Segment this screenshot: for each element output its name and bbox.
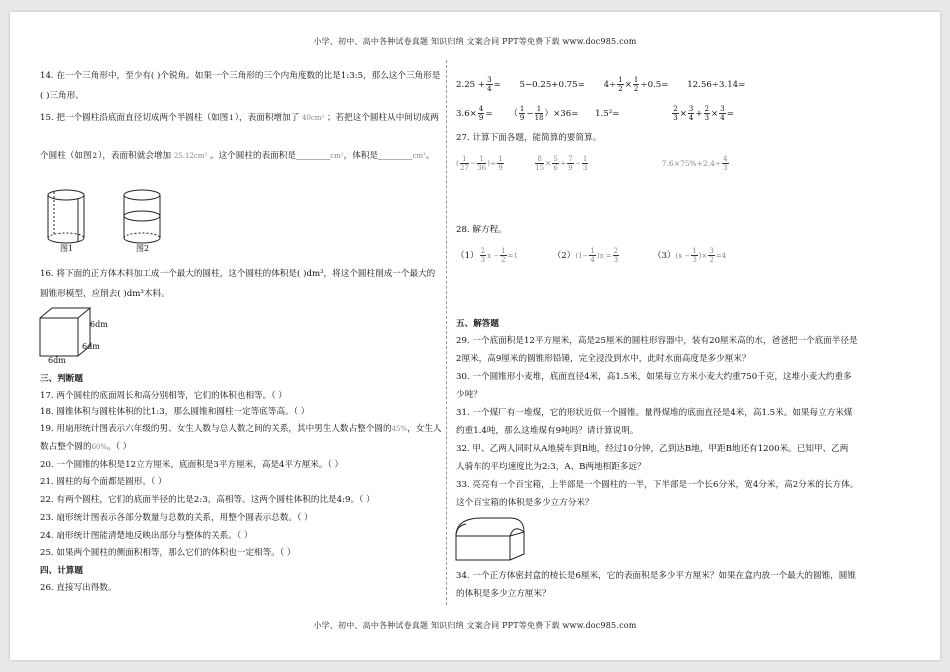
- question-34-line1: 34. 一个正方体密封盒的棱长是6厘米，它的表面积是多少平方厘米？如果在盒内放一个最大的圆锥，圆锥: [456, 571, 856, 581]
- question-33-line1: 33. 亮亮有一个百宝箱，上半部是一个圆柱的一半，下半部是一个长6分米，宽4分米，高2分米的长方体。: [456, 480, 859, 490]
- cube-label-bottom: 6dm: [48, 356, 66, 365]
- column-divider: [446, 60, 447, 605]
- question-15-line1: 15. 把一个圆柱沿底面直径切成两个半圆柱（如图 1 ），表面积增加了 40cm² ；若把这个圆柱从中间切成两: [40, 113, 439, 123]
- cube-figure: [38, 306, 108, 360]
- equation-row: （1） $\frac{2}{3}$ x − $\frac{1}{2}$ =1 （2）(1− $\frac{1}{4}$ )x = $\frac{2}{3}$ （3）(x − $\frac{1}{3}$ )× $\frac{3}{2}$ =4: [456, 247, 727, 264]
- figure-1-caption: 图1: [60, 244, 74, 253]
- treasure-box-figure: [452, 514, 532, 564]
- question-21: 21. 圆柱的每个面都是圆形。（ ）: [40, 477, 167, 487]
- page-header: 小学、初中、高中各种试卷真题 知识归纳 文案合同 PPT等免费下载 www.doc985.com: [313, 37, 637, 46]
- question-31-line2: 约重1.4吨，那么这堆煤有9吨吗？请计算说明。: [456, 426, 639, 436]
- cylinder-figure-1: [44, 188, 88, 246]
- question-23: 23. 扇形统计图表示各部分数量与总数的关系，用整个圆表示总数。（ ）: [40, 513, 313, 523]
- female-percent: 60%: [91, 443, 108, 451]
- section-5-heading: 五、解答题: [456, 319, 499, 329]
- question-14-line1: 14. 在一个三角形中，至少有( )个锐角。如果一个三角形的三个内角度数的比是1:3:5，那么这个三角形是: [40, 71, 441, 81]
- question-24: 24. 扇形统计图能清楚地反映出部分与整体的关系。（ ）: [40, 531, 253, 541]
- question-33-line2: 这个百宝箱的体积是多少立方分米？: [456, 498, 594, 508]
- area-increase-value-2: 25.12cm²: [173, 152, 208, 160]
- question-17: 17. 两个圆柱的底面周长和高分别相等，它们的体积也相等。（ ）: [40, 391, 287, 401]
- section-4-heading: 四、计算题: [40, 566, 83, 576]
- cylinder-figure-2: [120, 188, 164, 246]
- question-32-line2: 人骑车的平均速度比为2:3，A、B两地相距多远？: [456, 462, 646, 472]
- question-22: 22. 有两个圆柱，它们的底面半径的比是2:3，高相等。这两个圆柱体积的比是4:9。（ ）: [40, 495, 375, 505]
- question-30-line1: 30. 一个圆锥形小麦堆，底面直径4米，高1.5米，如果每立方米小麦大约重750千克，这堆小麦大约重多: [456, 372, 852, 382]
- cube-label-right: 6dm: [90, 320, 108, 329]
- question-31-line1: 31. 一个煤厂有一堆煤，它的形状近似一个圆锥。量得煤堆的底面直径是4米，高1.5米。如果每立方米煤: [456, 408, 853, 418]
- question-16-line2: 圆锥形模型，应削去( )dm³木料。: [40, 289, 170, 299]
- question-19-line1: 19. 用扇形统计图表示六年级的男、女生人数与总人数之间的关系，其中男生人数占整个圆的45%，女生人: [40, 424, 442, 434]
- question-32-line1: 32. 甲、乙两人同时从A地骑车到B地，经过10分钟，乙到达B地，甲距B地还有1200米。已知甲、乙两: [456, 444, 849, 454]
- question-14-line2: ( )三角形。: [40, 91, 84, 101]
- cube-label-front: 6dm: [82, 342, 100, 351]
- question-25: 25. 如果两个圆柱的侧面积相等，那么它们的体积也一定相等。（ ）: [40, 548, 296, 558]
- question-27: 27. 计算下面各题，能简算的要简算。: [456, 133, 602, 143]
- figure-2-caption: 图2: [136, 244, 150, 253]
- question-18: 18. 圆锥体积与圆柱体积的比1:3，那么圆锥和圆柱一定等底等高。（ ）: [40, 407, 310, 417]
- calc-27-row: ( $\frac{1}{27}$ − $\frac{1}{36}$ )÷ $\frac{1}{9}$ $\frac{8}{15}$ × $\frac{5}{6}$ + $\frac{7}{9}$ − $\frac{1}{3}$ 7.6×75%+2.4÷ $\frac{4}{3}$: [456, 155, 728, 172]
- page-footer: 小学、初中、高中各种试卷真题 知识归纳 文案合同 PPT等免费下载 www.doc985.com: [313, 621, 637, 630]
- calc-row-1: 2.25 + $\frac{3}{4}$ = 5−0.25+0.75= 4÷ $\frac{1}{2}$ × $\frac{1}{2}$ ÷0.5= 12.56÷3.14=: [456, 76, 746, 93]
- question-29-line2: 2厘米，高9厘米的圆锥形铅锤，完全浸没到水中，此时水面高度是多少厘米？: [456, 354, 751, 364]
- question-28: 28. 解方程。: [456, 225, 507, 235]
- area-increase-value: 40cm²: [301, 114, 325, 122]
- question-20: 20. 一个圆锥的体积是12立方厘米，底面积是3平方厘米，高是4平方厘米。（ ）: [40, 460, 344, 470]
- calc-row-2: 3.6× $\frac{4}{9}$ = （ $\frac{1}{9}$ − $\frac{1}{18}$ ）×36= 1.5²= $\frac{2}{3}$ × $\frac{3}{4}$ + $\frac{2}{3}$ × $\frac{3}{4}$ =: [456, 105, 734, 122]
- question-30-line2: 少吨？: [456, 390, 482, 400]
- question-29-line1: 29. 一个底面积是12平方厘米，高是25厘米的圆柱形容器中，装有20厘米高的水，爸爸把一个底面半径是: [456, 336, 858, 346]
- question-16-line1: 16. 将下面的正方体木料加工成一个最大的圆柱，这个圆柱的体积是( )dm³，将这个圆柱削成一个最大的: [40, 269, 436, 279]
- question-15-line2: 个圆柱（如图 2 ），表面积就会增加 25.12cm² 。这个圆柱的表面积是________cm²，体积是________cm³。: [40, 151, 435, 161]
- male-percent: 45%: [391, 425, 408, 433]
- question-26: 26. 直接写出得数。: [40, 583, 117, 593]
- question-19-line2: 数占整个圆的60%。（ ）: [40, 442, 132, 452]
- question-34-line2: 的体积是多少立方厘米？: [456, 589, 551, 599]
- figure-ref: 1: [229, 113, 234, 122]
- section-3-heading: 三、判断题: [40, 374, 83, 384]
